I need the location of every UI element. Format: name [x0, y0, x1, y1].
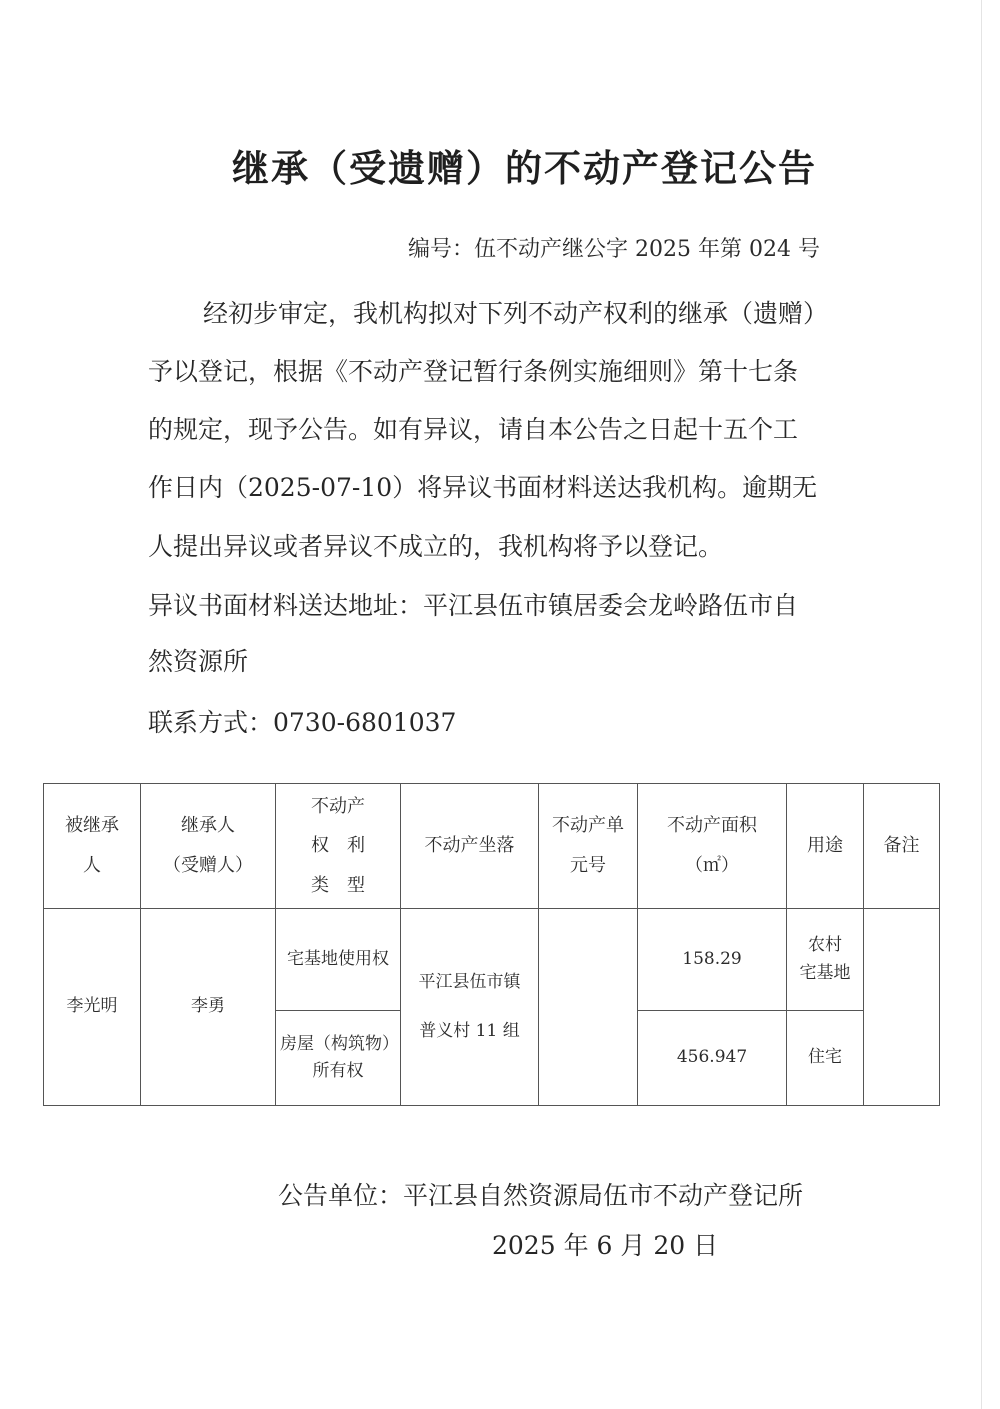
cell-location: 平江县伍市镇 普义村 11 组 [401, 909, 539, 1106]
cell-usage: 农村 宅基地 [787, 909, 864, 1011]
registration-table [43, 783, 940, 1106]
cell-deceased: 李光明 [44, 909, 141, 1106]
header-remark: 备注 [864, 784, 940, 909]
table-row [44, 909, 940, 1011]
scan-edge-line [981, 0, 982, 1409]
body-line: 作日内（2025-07-10）将异议书面材料送达我机构。逾期无 [148, 473, 818, 502]
table-header-row [44, 784, 940, 909]
header-deceased: 被继承 人 [44, 784, 141, 909]
cell-area: 456.947 [638, 1011, 787, 1106]
header-right-type: 不动产 权 利 类 型 [276, 784, 401, 909]
header-unit-no: 不动产单 元号 [539, 784, 638, 909]
address-line: 异议书面材料送达地址：平江县伍市镇居委会龙岭路伍市自 [148, 591, 799, 620]
page-title: 继承（受遗赠）的不动产登记公告 [232, 146, 817, 190]
contact-info: 联系方式：0730-6801037 [148, 708, 457, 737]
address-line: 然资源所 [148, 647, 249, 676]
header-usage: 用途 [787, 784, 864, 909]
cell-usage: 住宅 [787, 1011, 864, 1106]
issuer-line: 公告单位：平江县自然资源局伍市不动产登记所 [278, 1181, 804, 1210]
header-heir: 继承人 （受赠人） [141, 784, 276, 909]
header-location: 不动产坐落 [401, 784, 539, 909]
cell-heir: 李勇 [141, 909, 276, 1106]
cell-right-type: 宅基地使用权 [276, 909, 401, 1011]
cell-right-type: 房屋（构筑物） 所有权 [276, 1011, 401, 1106]
cell-unit-no [539, 909, 638, 1106]
body-line: 经初步审定，我机构拟对下列不动产权利的继承（遗赠） [203, 299, 829, 328]
document-number: 编号：伍不动产继公字 2025 年第 024 号 [408, 237, 820, 262]
cell-area: 158.29 [638, 909, 787, 1011]
body-line: 人提出异议或者异议不成立的，我机构将予以登记。 [148, 532, 724, 561]
header-area: 不动产面积 （㎡） [638, 784, 787, 909]
body-line: 的规定，现予公告。如有异议，请自本公告之日起十五个工 [148, 415, 799, 444]
issue-date: 2025 年 6 月 20 日 [492, 1231, 719, 1260]
body-line: 予以登记，根据《不动产登记暂行条例实施细则》第十七条 [148, 357, 799, 386]
cell-remark [864, 909, 940, 1106]
